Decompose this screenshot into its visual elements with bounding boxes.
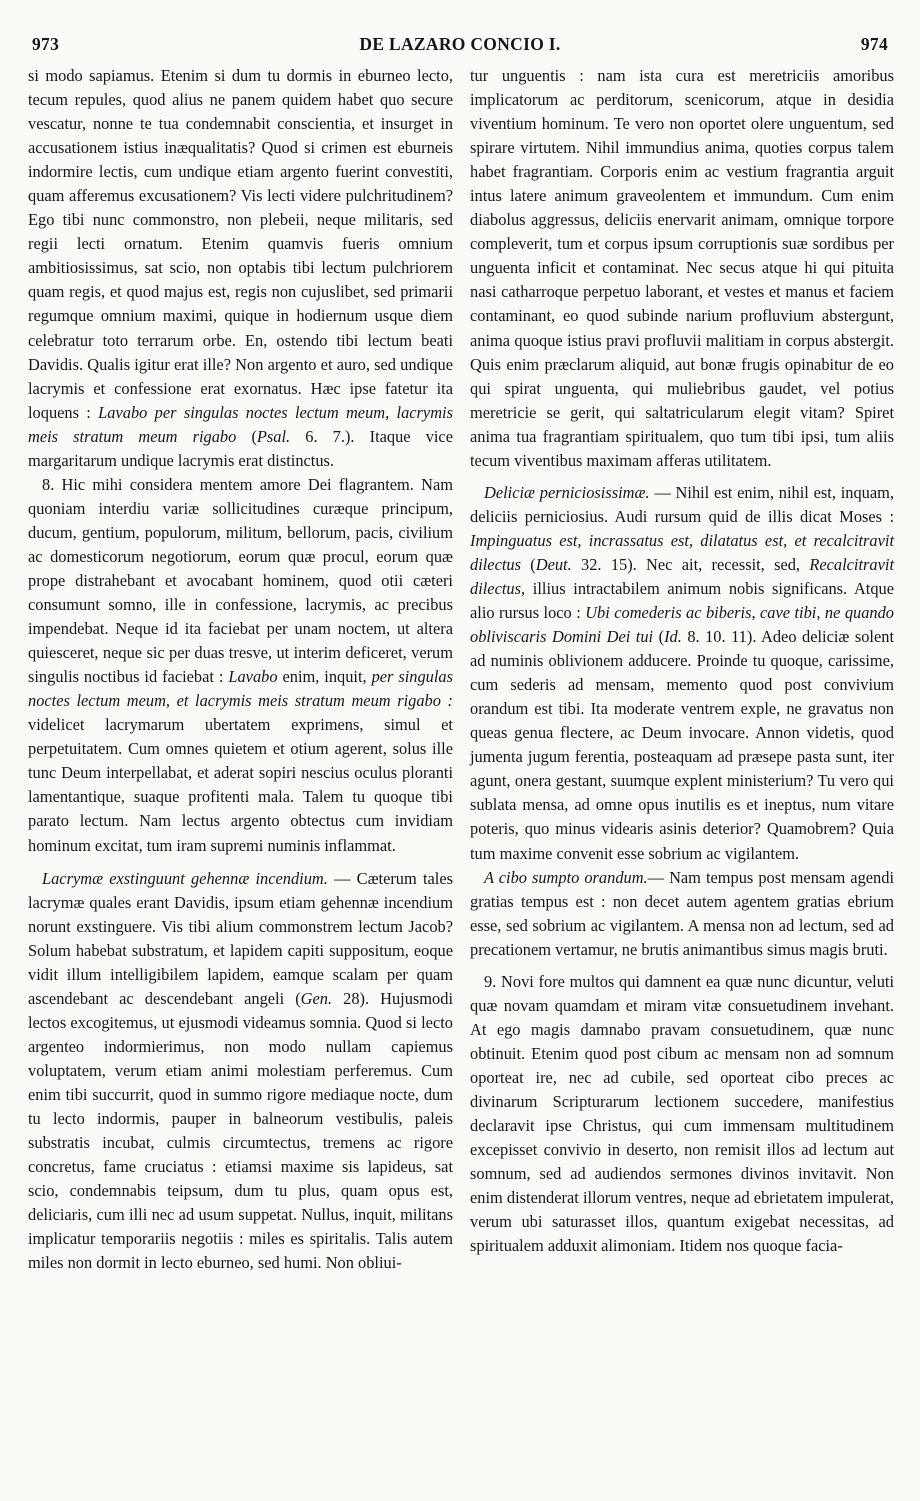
- section-heading: A cibo sumpto orandum.: [484, 867, 648, 887]
- scripture-reference: Id.: [664, 627, 682, 647]
- scripture-quote: Ubi comederis ac biberis, cave tibi, ne quando obliviscaris Domini Dei tui: [470, 603, 894, 647]
- section-heading: Lacrymæ exstinguunt gehennæ incendium.: [42, 868, 328, 888]
- page-number-left: 973: [32, 34, 60, 54]
- paragraph: tur unguentis : nam ista cura est meretriciis amoribus implicatorum ac perditorum, scenicorum, atque in desidia viventium hominum. Te vero non oportet olere unguentum, sed spirare virtutem. Nihil immundius anima, quoties corpus talem habet fragrantiam. Corporis enim ac vestium fragrantia arguit intus latere animum graveolentem et immundum. Cum enim diabolus aggressus, deliciis enervarit animam, omnique torpore compleverit, tum et corpus ipsum corruptionis suæ sordibus per unguenta inficit et contaminat. Nec secus atque hi qui pituita nasi catharroque perpetuo laborant, et vestes et manus et faciem contaminant, eo quod subinde narium profluvium abstergunt, anima quoque istius pravi profluvii malitiam in corpus abstergit. Quis enim præclarum aliquid, aut bonæ frugis opinabitur de eo qui spirat unguenta, qui muliebribus gaudet, vel potius meretricie se gerit, qui saltatricularum elegit vitam? Spiret anima tua fragrantiam spiritualem, quo tum tibi ipsi, tum aliis tecum viventibus maximam afferas utilitatem.: [470, 66, 894, 470]
- paragraph: si modo sapiamus. Etenim si dum tu dormis in eburneo lecto, tecum repules, quod alius ne panem quidem habet quo secure vescatur, nonne te tua condemnabit conscientia, et insurget in accusationem istius inæqualitatis? Quod si crimen est eburneis indormire lectis, cum undique etiam argento fuerint convestiti, quam afferemus excusationem? Vis lecti videre pulchritudinem? Ego tibi nunc commonstro, non plebeii, neque militaris, sed regii lecti ornatum. Etenim quamvis fueris omnium ambitiosissimus, sat scio, non optabis tibi lectum pulchriorem quam regis, et quod majus est, regis non cujuslibet, sed primarii regumque omnium maximi, quique in hodiernum usque diem celebratur toto terrarum orbe. En, ostendo tibi lectum beati Davidis. Qualis igitur erat ille? Non argento et auro, sed undique lacrymis et confessione erat exornatus. Hæc ipse fatetur ita loquens : Lavabo per singulas noctes lectum meum, lacrymis meis stratum meum rigabo (Psal. 6. 7.). Itaque vice margaritarum undique lacrymis erat distinctus.: [28, 66, 453, 470]
- running-header: [32, 34, 888, 60]
- scripture-quote: per singulas noctes lectum meum, et lacrymis meis stratum meum rigabo :: [28, 667, 454, 711]
- scripture-reference: Gen.: [300, 988, 333, 1008]
- page-number-right: 974: [860, 34, 888, 54]
- scripture-reference: Psal.: [256, 426, 291, 446]
- scripture-reference: Deut.: [535, 554, 572, 574]
- section-heading: Deliciæ perniciosissimæ.: [484, 482, 650, 502]
- right-column: [470, 64, 894, 1258]
- paragraph-lacrymae: Lacrymæ exstinguunt gehennæ incendium. — Cæterum tales lacrymæ quales erant Davidis, ipsum etiam gehennæ incendium norunt exstinguere. Vis tibi alium commonstrem lectum Jacob? Solum habebat substratum, et lapidem capiti suppositum, eoque vidit illum intelligibilem lapidem, eamque scalam per quam ascendebant ac descendebant angeli (Gen. 28). Hujusmodi lectos excogitemus, ut ejusmodi videamus somnia. Quod si lecto argenteo indormierimus, non modo nullam capiemus voluptatem, verum etiam animi molestiam perferemus. Cum enim tibi succurrit, quod in summo rigore mediaque nocte, dum tu lecto indormis, pauper in balneorum vestibulis, paleis substratis incubat, culmis circumtectus, tremens ac rigore concretus, fame cruciatus : etiamsi maxime sis lapideus, sat scio, condemnabis teipsum, dum tu plus, quam opus est, deliciaris, cum illi nec ad usum suppetat. Nullus, inquit, militans implicatur temporariis negotiis : miles es spiritalis. Talis autem miles non dormit in lecto eburneo, sed humi. Non obliui-: [28, 868, 453, 1273]
- left-column: [28, 64, 453, 1275]
- paragraph-section-9: 9. Novi fore multos qui damnent ea quæ nunc dicuntur, veluti quæ novam quamdam et miram vitæ consuetudinem invehant. At ego magis damnabo pravam consuetudinem, quæ nunc obtinuit. Etenim quod post cibum ac mensam non ad somnum oporteat ire, nec ad cubile, sed oporteat cibo preces ac divinarum Scripturarum lectionem succedere, manifestius declaravit ipse Christus, qui cum immensam multitudinem excepisset convivio in deserto, non remisit illos ad lectum aut somnum, sed ad audiendos sermones divinos invitavit. Non enim distenderat illorum ventres, neque ad ebrietatem impulerat, verum ubi saturasset illos, quantum exigebat necessitas, ad spiritualem adduxit alimoniam. Itidem nos quoque facia-: [470, 971, 894, 1256]
- paragraph-section-8: 8. Hic mihi considera mentem amore Dei flagrantem. Nam quoniam interdiu variæ sollicitudines curæque principum, ducum, gentium, populorum, militum, bellorum, pacis, civilium ac domesticorum negotiorum, eorum quæ procul, eorum quæ prope distrahebant et avocabant hominem, quod otii cæteri consumunt somno, ille in confessione, lacrymis, ac precibus impendebat. Neque id ita faciebat per unam noctem, ut altera quiesceret, neque sic per duas tresve, ut interim deficeret, verum singulis noctibus id faciebat : Lavabo enim, inquit, per singulas noctes lectum meum, et lacrymis meis stratum meum rigabo : videlicet lacrymarum ubertatem exprimens, simul et perpetuitatem. Cum omnes quietem et otium agerent, solus ille tunc Deum interpellabat, et aderat sopiri nescius oculus ploranti lamentantique, suaque profitenti mala. Talem tu quoque tibi parato lectum. Nam lectus argento obtectus cum invidiam hominum excitat, tum iram supremi numinis inflammat.: [28, 474, 454, 855]
- paragraph-deliciae: Deliciæ perniciosissimæ. — Nihil est enim, nihil est, inquam, deliciis perniciosius. Audi rursum quid de illis dicat Moses : Impinguatus est, incrassatus est, dilatatus est, et recalcitravit dilectus (Deut. 32. 15). Nec ait, recessit, sed, Recalcitravit dilectus, illius intractabilem animum nobis significans. Atque alio rursus loco : Ubi comederis ac biberis, cave tibi, ne quando obliviscaris Domini Dei tui (Id. 8. 10. 11). Adeo deliciæ solent ad numinis oblivionem adducere. Proinde tu quoque, carissime, cum sederis ad mensam, memento quod post convivium orandum est tibi. Ita moderate ventrem exple, ne gravatus non queas genua flectere, ac Deum invocare. Annon videtis, quod jumenta jugum ferentia, posteaquam ad præsepe pasta sunt, iter agunt, onera gestant, suumque explent ministerium? Tu vero qui sublata mensa, ad omne opus inutilis es et ineptus, num vitare poteris, quo minus videaris asinis deterior? Quamobrem? Quia tum maxime convenit esse sobrium ac vigilantem.: [470, 482, 895, 863]
- paragraph-a-cibo: A cibo sumpto orandum.— Nam tempus post mensam agendi gratias tempus est : non decet autem agentem gratias ebrium esse, sed sobrium ac vigilantem. A mensa non ad lectum, sed ad precationem vertamur, ne brutis animantibus simus magis bruti.: [470, 867, 894, 959]
- scripture-quote: Recalcitravit dilectus,: [470, 554, 894, 598]
- scripture-quote: Lavabo per singulas noctes lectum meum, lacrymis meis stratum meum rigabo: [28, 402, 453, 446]
- scripture-quote: Impinguatus est, incrassatus est, dilatatus est, et recalcitravit dilectus: [470, 530, 894, 574]
- running-title: DE LAZARO CONCIO I.: [359, 34, 561, 54]
- scripture-quote: Lavabo: [228, 667, 278, 687]
